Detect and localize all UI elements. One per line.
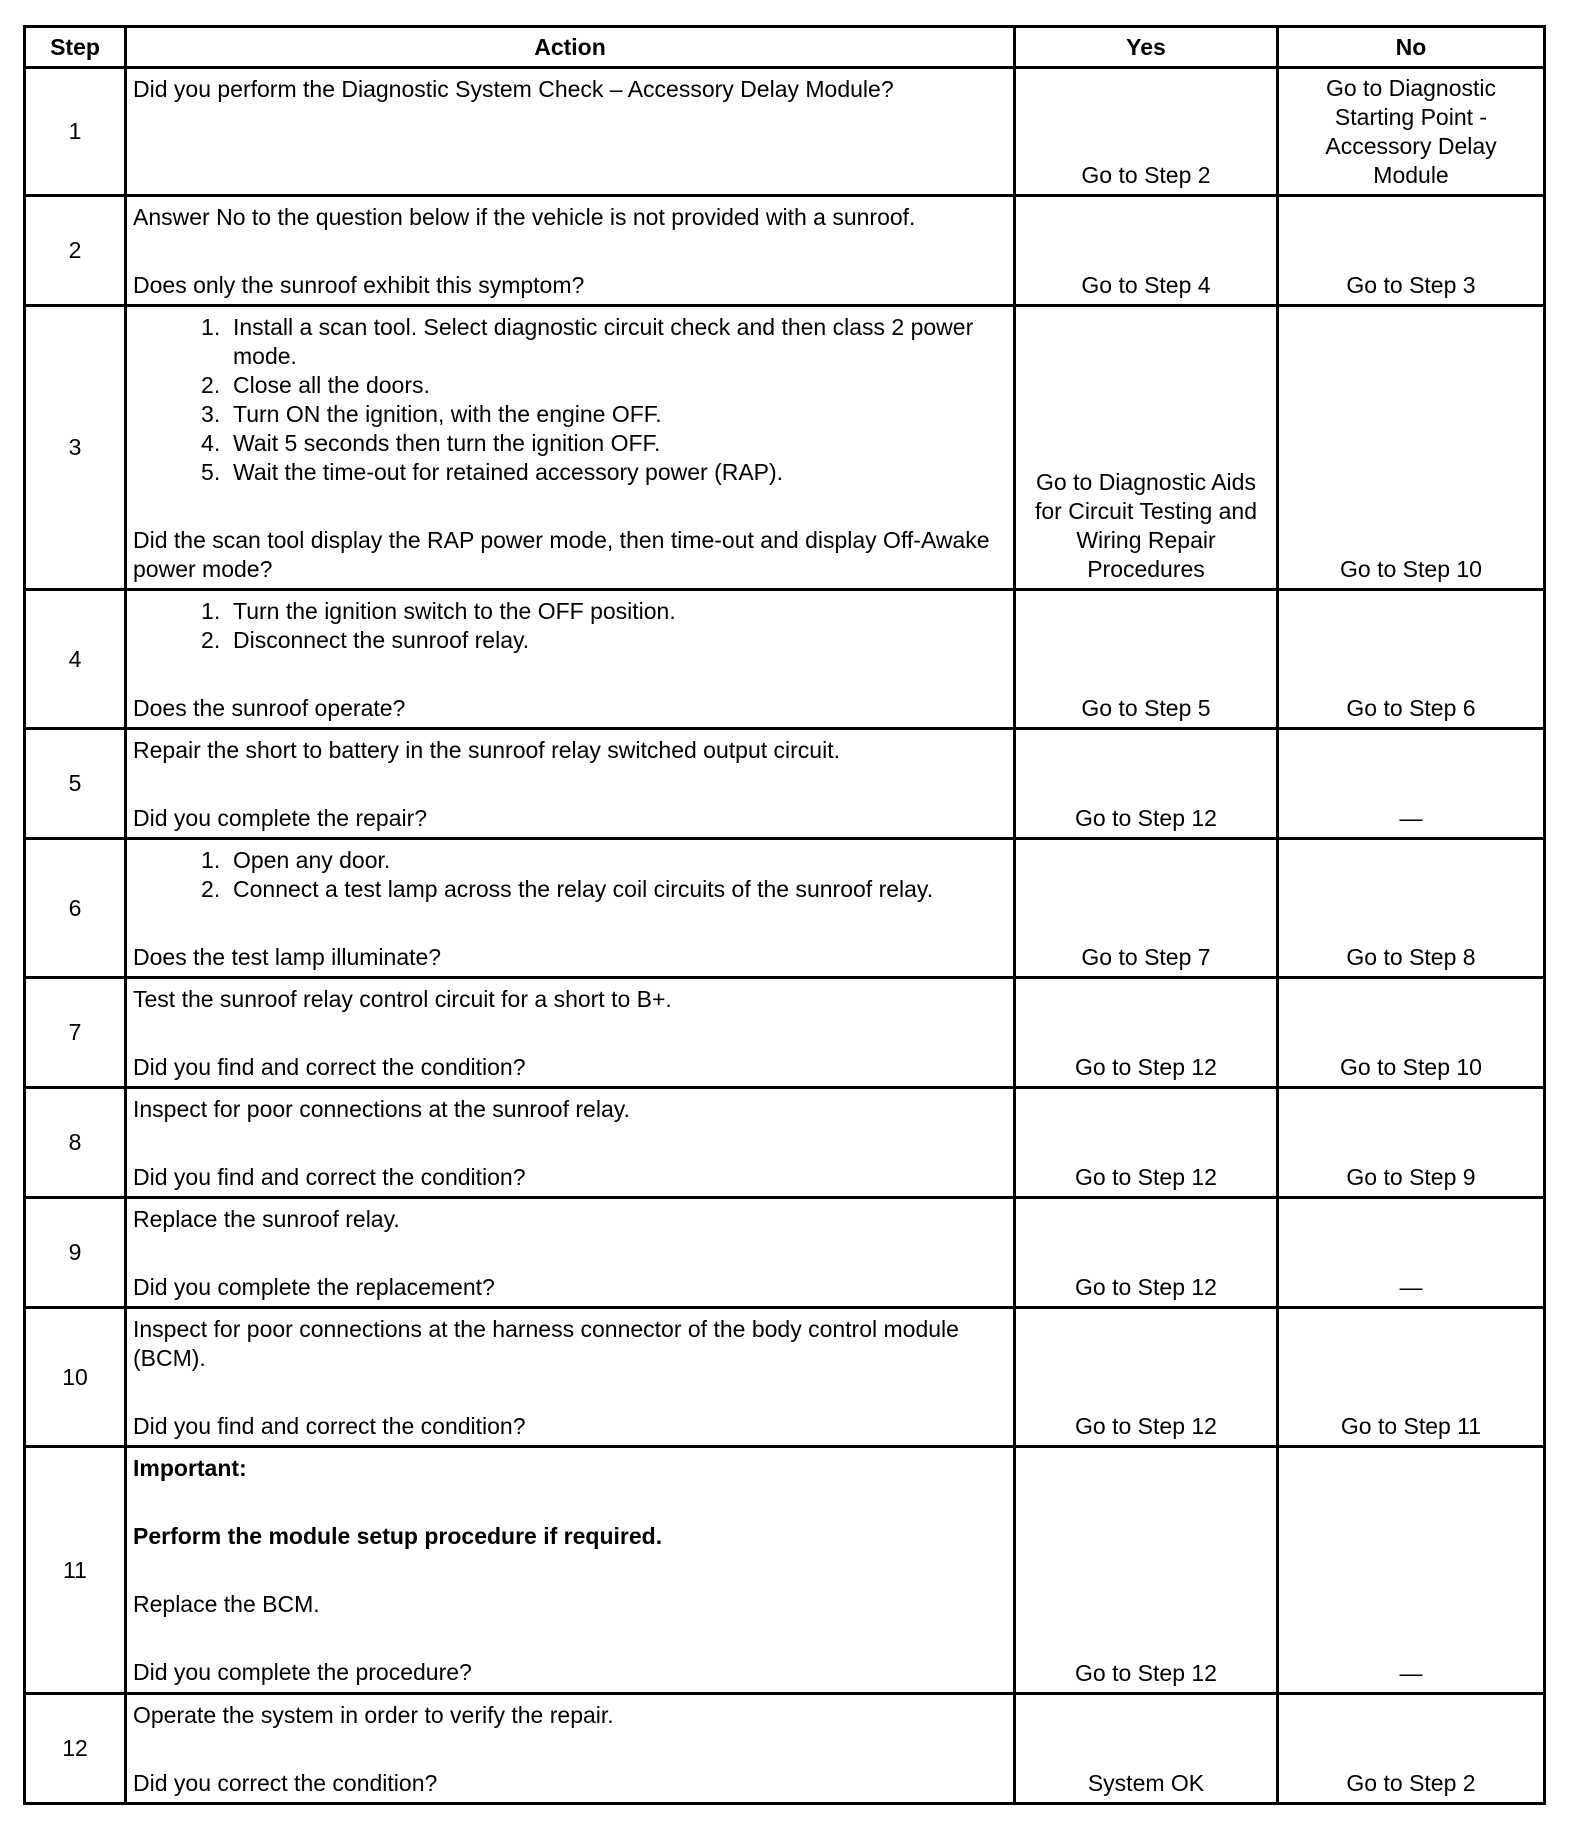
no-cell: Go to Step 10 (1278, 978, 1545, 1088)
yes-cell: Go to Step 12 (1015, 1198, 1278, 1308)
action-cell (126, 839, 1015, 978)
action-steps-list (133, 846, 1007, 904)
step-number: 12 (25, 1694, 126, 1804)
action-cell (126, 1308, 1015, 1447)
yes-cell: Go to Step 12 (1015, 729, 1278, 839)
step-number: 1 (25, 68, 126, 196)
no-cell: Go to Step 11 (1278, 1308, 1545, 1447)
no-cell: — (1278, 729, 1545, 839)
step-number: 10 (25, 1308, 126, 1447)
action-question: Does the test lamp illuminate? (133, 944, 442, 970)
diagnostic-table-container (23, 25, 1543, 1805)
action-question: Did you find and correct the condition? (133, 1054, 526, 1080)
action-text: Test the sunroof relay control circuit for a short to B+. (133, 986, 672, 1012)
action-steps-list (133, 597, 1007, 655)
yes-cell: Go to Step 12 (1015, 978, 1278, 1088)
action-text: Did you perform the Diagnostic System Check – Accessory Delay Module? (133, 76, 894, 102)
yes-cell: Go to Step 4 (1015, 196, 1278, 306)
no-cell: Go to Diagnostic Starting Point - Accessory Delay Module (1278, 68, 1545, 196)
no-cell: Go to Step 6 (1278, 590, 1545, 729)
action-text: Replace the BCM. (133, 1591, 320, 1617)
list-item: 3. Turn ON the ignition, with the engine OFF. (233, 400, 1007, 429)
action-cell (126, 978, 1015, 1088)
list-item: 2. Disconnect the sunroof relay. (233, 626, 1007, 655)
action-question: Did you correct the condition? (133, 1770, 438, 1796)
yes-cell: Go to Step 12 (1015, 1088, 1278, 1198)
action-text: Inspect for poor connections at the sunroof relay. (133, 1096, 630, 1122)
no-cell: — (1278, 1198, 1545, 1308)
diagnostic-table (23, 25, 1546, 1805)
no-cell: — (1278, 1447, 1545, 1694)
header-action: Action (126, 27, 1015, 68)
action-cell (126, 196, 1015, 306)
list-item: 4. Wait 5 seconds then turn the ignition OFF. (233, 429, 1007, 458)
list-item: 2. Connect a test lamp across the relay coil circuits of the sunroof relay. (233, 875, 1007, 904)
table-row (25, 306, 1545, 590)
list-item: 5. Wait the time-out for retained accessory power (RAP). (233, 458, 1007, 487)
table-row (25, 1694, 1545, 1804)
action-question: Does the sunroof operate? (133, 695, 406, 721)
action-text: Inspect for poor connections at the harness connector of the body control module (BCM). (133, 1316, 959, 1371)
action-text: Answer No to the question below if the vehicle is not provided with a sunroof. (133, 204, 916, 230)
table-row (25, 1308, 1545, 1447)
action-cell (126, 1088, 1015, 1198)
action-cell (126, 1447, 1015, 1694)
yes-cell: Go to Step 7 (1015, 839, 1278, 978)
step-number: 7 (25, 978, 126, 1088)
action-text: Repair the short to battery in the sunroof relay switched output circuit. (133, 737, 840, 763)
action-cell (126, 729, 1015, 839)
action-question: Did you complete the replacement? (133, 1274, 495, 1300)
yes-cell: Go to Step 12 (1015, 1308, 1278, 1447)
list-item: 1. Install a scan tool. Select diagnostic circuit check and then class 2 power mode. (233, 313, 1007, 371)
action-question: Did the scan tool display the RAP power mode, then time-out and display Off-Awake power mode? (133, 527, 990, 582)
list-item: 1. Turn the ignition switch to the OFF position. (233, 597, 1007, 626)
yes-cell: Go to Step 12 (1015, 1447, 1278, 1694)
step-number: 5 (25, 729, 126, 839)
yes-cell: Go to Diagnostic Aids for Circuit Testing and Wiring Repair Procedures (1015, 306, 1278, 590)
no-cell: Go to Step 9 (1278, 1088, 1545, 1198)
action-text: Operate the system in order to verify the repair. (133, 1702, 614, 1728)
table-row (25, 196, 1545, 306)
step-number: 3 (25, 306, 126, 590)
step-number: 4 (25, 590, 126, 729)
header-no: No (1278, 27, 1545, 68)
header-step: Step (25, 27, 126, 68)
action-cell (126, 590, 1015, 729)
header-yes: Yes (1015, 27, 1278, 68)
yes-cell: Go to Step 2 (1015, 68, 1278, 196)
step-number: 9 (25, 1198, 126, 1308)
step-number: 11 (25, 1447, 126, 1694)
yes-cell: System OK (1015, 1694, 1278, 1804)
step-number: 6 (25, 839, 126, 978)
action-cell (126, 68, 1015, 196)
table-row (25, 1088, 1545, 1198)
important-note: Perform the module setup procedure if required. (133, 1523, 663, 1549)
action-question: Did you complete the repair? (133, 805, 428, 831)
no-cell: Go to Step 8 (1278, 839, 1545, 978)
step-number: 2 (25, 196, 126, 306)
action-question: Did you find and correct the condition? (133, 1413, 526, 1439)
action-steps-list (133, 313, 1007, 487)
table-row (25, 1198, 1545, 1308)
no-cell: Go to Step 3 (1278, 196, 1545, 306)
yes-cell: Go to Step 5 (1015, 590, 1278, 729)
action-question: Does only the sunroof exhibit this symptom? (133, 272, 585, 298)
table-row (25, 1447, 1545, 1694)
table-row (25, 68, 1545, 196)
action-cell (126, 306, 1015, 590)
action-cell (126, 1198, 1015, 1308)
no-cell: Go to Step 10 (1278, 306, 1545, 590)
table-row (25, 729, 1545, 839)
header-row (25, 27, 1545, 68)
important-label: Important: (133, 1455, 247, 1481)
step-number: 8 (25, 1088, 126, 1198)
action-cell (126, 1694, 1015, 1804)
list-item: 1. Open any door. (233, 846, 1007, 875)
action-question: Did you complete the procedure? (133, 1659, 472, 1685)
table-row (25, 839, 1545, 978)
table-row (25, 590, 1545, 729)
action-text: Replace the sunroof relay. (133, 1206, 400, 1232)
no-cell: Go to Step 2 (1278, 1694, 1545, 1804)
list-item: 2. Close all the doors. (233, 371, 1007, 400)
action-question: Did you find and correct the condition? (133, 1164, 526, 1190)
table-row (25, 978, 1545, 1088)
